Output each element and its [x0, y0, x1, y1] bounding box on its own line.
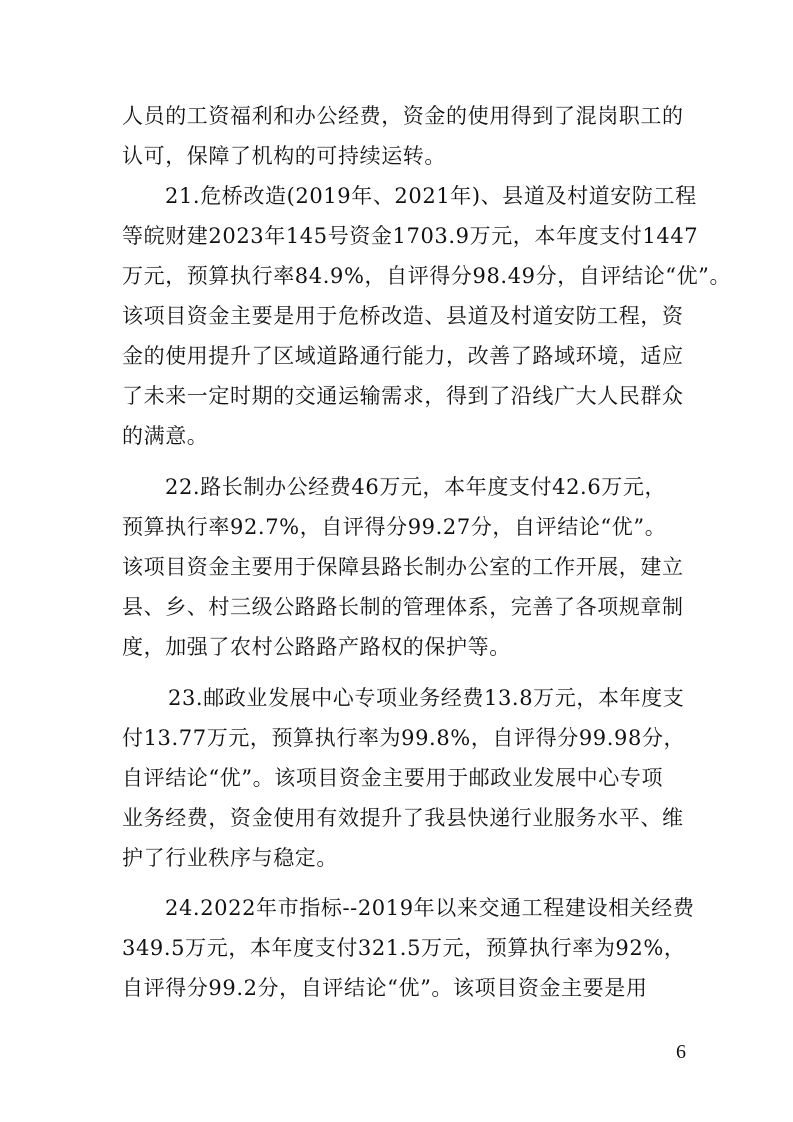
paragraph-line: 24.2022年市指标--2019年以来交通工程建设相关经费 — [165, 896, 695, 920]
paragraph-line: 该项目资金主要是用于危桥改造、县道及村道安防工程，资 — [122, 304, 684, 328]
paragraph-line: 县、乡、村三级公路路长制的管理体系，完善了各项规章制 — [122, 595, 684, 619]
paragraph-line: 该项目资金主要用于保障县路长制办公室的工作开展，建立 — [122, 555, 684, 579]
paragraph-line: 金的使用提升了区域道路通行能力，改善了路域环境，适应 — [122, 344, 684, 368]
paragraph-line: 付13.77万元，预算执行率为99.8%，自评得分99.98分， — [122, 726, 686, 750]
paragraph-line: 349.5万元，本年度支付321.5万元，预算执行率为92%， — [122, 936, 686, 960]
paragraph-line: 人员的工资福利和办公经费，资金的使用得到了混岗职工的 — [122, 104, 684, 128]
paragraph-line: 万元，预算执行率84.9%，自评得分98.49分，自评结论“优”。 — [122, 264, 732, 288]
paragraph-line: 自评得分99.2分，自评结论“优”。该项目资金主要是用 — [122, 976, 648, 1000]
paragraph-line: 度，加强了农村公路路产路权的保护等。 — [122, 635, 511, 659]
page-number: 6 — [676, 1041, 686, 1063]
paragraph-line: 23.邮政业发展中心专项业务经费13.8万元，本年度支 — [168, 686, 685, 710]
paragraph-line: 22.路长制办公经费46万元，本年度支付42.6万元， — [165, 475, 667, 499]
paragraph-line: 自评结论“优”。该项目资金主要用于邮政业发展中心专项 — [122, 766, 664, 790]
paragraph-line: 等皖财建2023年145号资金1703.9万元，本年度支付1447 — [122, 224, 699, 248]
paragraph-line: 预算执行率92.7%，自评得分99.27分，自评结论“优”。 — [122, 515, 667, 539]
paragraph-line: 的满意。 — [122, 424, 209, 448]
paragraph-line: 了未来一定时期的交通运输需求，得到了沿线广大人民群众 — [122, 384, 684, 408]
paragraph-line: 认可，保障了机构的可持续运转。 — [122, 144, 446, 168]
paragraph-line: 业务经费，资金使用有效提升了我县快递行业服务水平、维 — [122, 806, 684, 830]
paragraph-line: 21.危桥改造(2019年、2021年)、县道及村道安防工程 — [165, 184, 697, 208]
paragraph-line: 护了行业秩序与稳定。 — [122, 846, 338, 870]
